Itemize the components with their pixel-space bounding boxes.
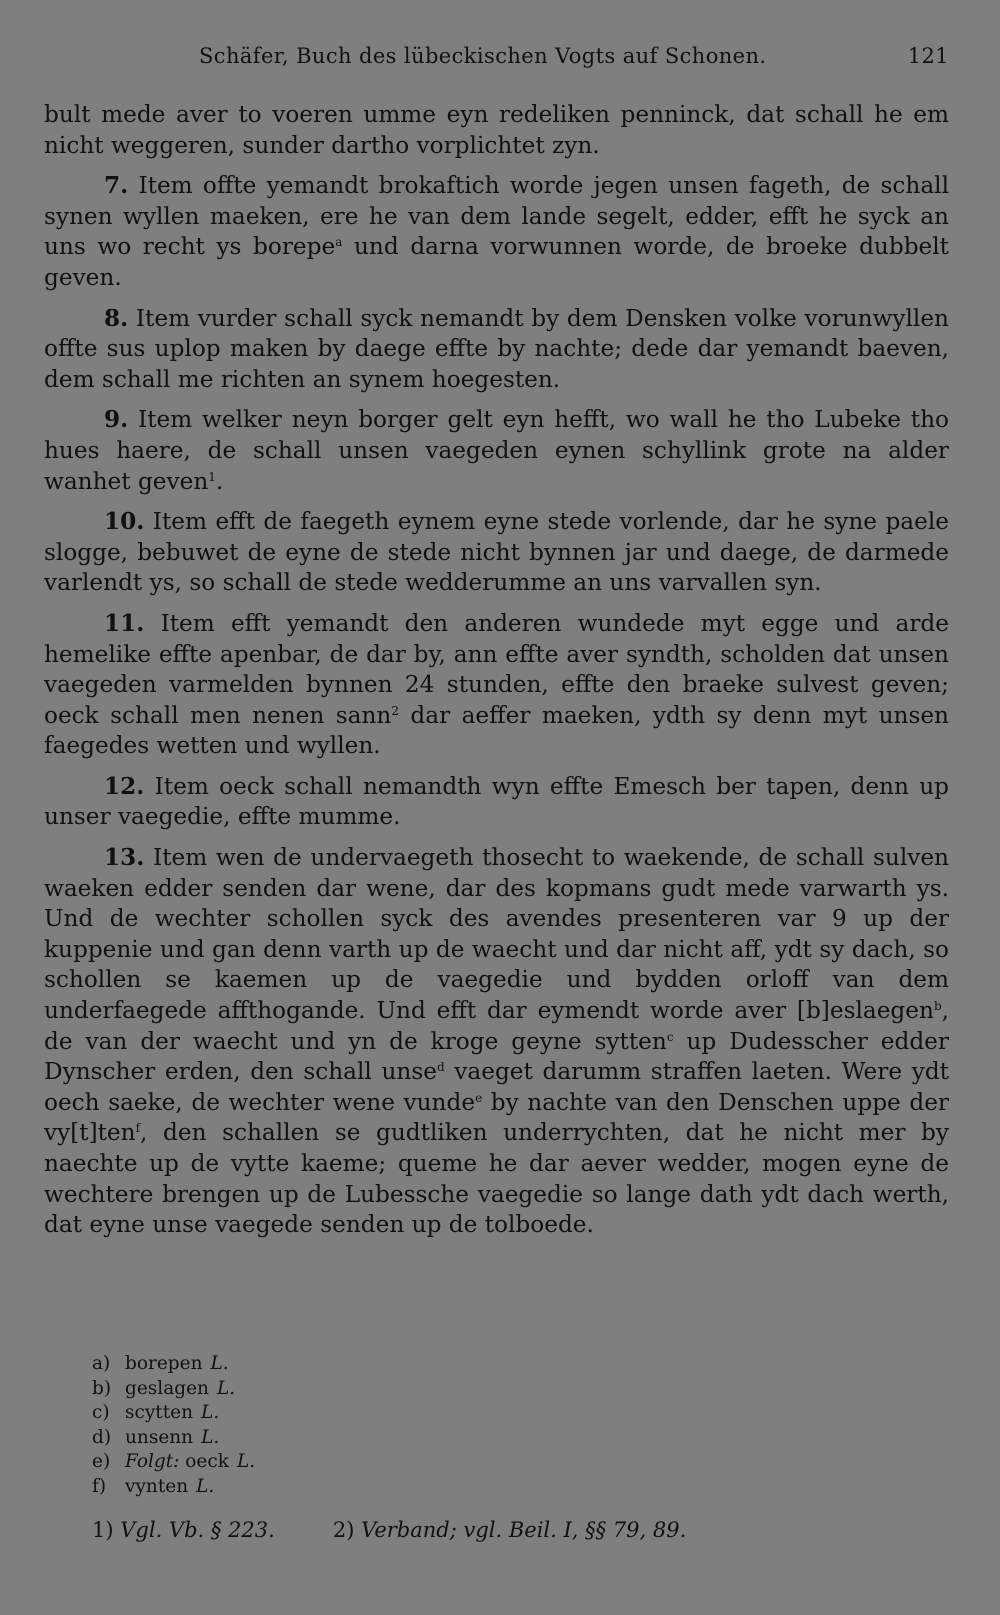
variant-mark: a bbox=[335, 235, 343, 250]
article-number: 11. bbox=[104, 609, 145, 637]
article-7 bbox=[44, 171, 949, 293]
article-8 bbox=[44, 304, 949, 396]
article-text: Item efft yemandt den anderen wundede myt egge und arde hemelike effte apenbar, de dar by, ann effte aver syndth, scholden dat unsen vaegeden varmelden bynnen 24 stunden, effte den braeke sulvest geven; oeck schall men nenen sann bbox=[44, 609, 949, 729]
article-number: 9. bbox=[104, 406, 129, 434]
footnote-mark: c) bbox=[92, 1402, 110, 1423]
article-number: 8. bbox=[104, 304, 129, 332]
footnote-source: L. bbox=[201, 1426, 220, 1448]
commentary-notes bbox=[92, 1518, 744, 1542]
article-text: by nachte van den Denschen uppe der vy[t]ten bbox=[44, 1088, 950, 1147]
note bbox=[92, 1518, 275, 1542]
footnote-text: vynten bbox=[125, 1475, 189, 1497]
footnote-text: scytten bbox=[125, 1402, 194, 1423]
footnote-text: geslagen bbox=[125, 1377, 209, 1399]
footnote-text: borepen bbox=[125, 1353, 203, 1374]
article-text: Item wen de undervaegeth thosecht to waekende, de schall sulven waeken edder senden dar wene, dar des kopmans gudt mede varwarth ys. Und de wechter schollen syck des avendes presenteren var 9 up der kuppenie und gan denn varth up de waecht und dar nicht aff, ydt sy dach, so schollen se kaemen up de vaegedie und bydden orloff van dem underfaegede affthogande. Und efft dar eymendt worde aver [b]eslaegen bbox=[44, 844, 949, 1025]
footnote-source: L. bbox=[201, 1402, 220, 1423]
variant-mark: d bbox=[436, 1060, 445, 1075]
footnote bbox=[92, 1475, 255, 1500]
variant-footnotes bbox=[92, 1352, 255, 1499]
main-text bbox=[44, 100, 949, 1251]
article-text: dar aeffer maeken, ydth sy denn myt unsen faegedes wetten und wyllen. bbox=[44, 701, 949, 760]
article-number: 13. bbox=[104, 844, 145, 872]
footnote-mark: b) bbox=[92, 1377, 112, 1399]
article-text: Item efft de faegeth eynem eyne stede vorlende, dar he syne paele slogge, bebuwet de eyne de stede nicht bynnen jar und daege, de darmede varlendt ys, so schall de stede wedderumme an uns varvallen syn. bbox=[44, 508, 949, 597]
article-13 bbox=[44, 843, 949, 1241]
note-text: Verband; vgl. Beil. I, §§ 79, 89. bbox=[361, 1518, 687, 1542]
footnote-source: L. bbox=[216, 1377, 236, 1399]
variant-mark: b bbox=[933, 999, 942, 1014]
note-mark: 1 bbox=[208, 469, 216, 484]
variant-mark: f bbox=[135, 1121, 141, 1136]
note-mark: 2) bbox=[332, 1518, 355, 1542]
article-number: 7. bbox=[104, 172, 129, 200]
footnote-source: L. bbox=[196, 1475, 215, 1497]
article-text: vaeget darumm straffen laeten. Were ydt oech saeke, de wechter wene vunde bbox=[44, 1058, 949, 1116]
variant-mark: c bbox=[666, 1029, 674, 1044]
footnote-mark: f) bbox=[92, 1475, 107, 1497]
footnote-source: L. bbox=[236, 1451, 256, 1472]
footnote-mark: a) bbox=[92, 1353, 111, 1374]
footnote-source: L. bbox=[210, 1353, 229, 1374]
article-text: Item vurder schall syck nemandt by dem Densken volke vorunwyllen offte sus uplop maken by daege effte by nachte; dede dar yemandt baeven, dem schall me richten an synem hoegesten. bbox=[44, 304, 949, 393]
footnote-mark: d) bbox=[92, 1426, 112, 1448]
article-text: up Dudesscher edder Dynscher erden, den schall unse bbox=[44, 1027, 949, 1086]
article-text: . bbox=[215, 467, 224, 495]
article-number: 12. bbox=[104, 772, 145, 800]
article-text: Item offte yemandt brokaftich worde jegen unsen fageth, de schall synen wyllen maeken, ere he van dem lande segelt, edder, efft he syck an uns wo recht ys borepe bbox=[44, 172, 949, 261]
footnote-mark: e) bbox=[92, 1451, 111, 1472]
variant-mark: e bbox=[475, 1091, 483, 1106]
note-mark: 2 bbox=[391, 703, 399, 718]
article-text: Item welker neyn borger gelt eyn hefft, wo wall he tho Lubeke tho hues haere, de schall unsen vaegeden eynen schyllink grote na alder wanhet geven bbox=[44, 406, 950, 495]
page-header bbox=[44, 44, 949, 74]
article-11 bbox=[44, 609, 949, 762]
article-text: , de van der waecht und yn de kroge geyne sytten bbox=[44, 997, 949, 1055]
page-number: 121 bbox=[907, 44, 949, 68]
paragraph-text: bult mede aver to voeren umme eyn redeliken penninck, dat schall he em nicht weggeren, sunder dartho vorplichtet zyn. bbox=[44, 101, 949, 159]
running-title: Schäfer, Buch des lübeckischen Vogts auf Schonen. bbox=[199, 44, 767, 68]
note-text: Vgl. Vb. § 223. bbox=[120, 1518, 275, 1542]
article-12 bbox=[44, 772, 949, 833]
footnote-text: unsenn bbox=[125, 1426, 194, 1448]
article-text: , den schallen se gudtliken underrychten, dat he nicht mer by naechte up de vytte kaeme; queme he dar aever wedder, mogen eyne de wechtere brengen up de Lubessche vaegedie so lange dath ydt dach werth, dat eyne unse vaegede senden up de tolboede. bbox=[44, 1119, 949, 1239]
footnote-text: oeck bbox=[185, 1451, 229, 1472]
article-text: Item oeck schall nemandth wyn effte Emesch ber tapen, denn up unser vaegedie, effte mumme. bbox=[44, 772, 950, 831]
paragraph-continuation bbox=[44, 100, 949, 161]
footnote bbox=[92, 1352, 255, 1377]
footnote bbox=[92, 1401, 255, 1426]
article-10 bbox=[44, 507, 949, 599]
article-number: 10. bbox=[104, 508, 145, 536]
article-9 bbox=[44, 405, 949, 497]
footnote-folgt: Folgt: bbox=[125, 1451, 180, 1472]
note-mark: 1) bbox=[92, 1518, 114, 1542]
article-text: und darna vorwunnen worde, de broeke dubbelt geven. bbox=[44, 233, 950, 291]
footnote bbox=[92, 1426, 255, 1451]
footnote bbox=[92, 1377, 255, 1402]
footnote bbox=[92, 1450, 255, 1475]
note bbox=[333, 1518, 686, 1542]
